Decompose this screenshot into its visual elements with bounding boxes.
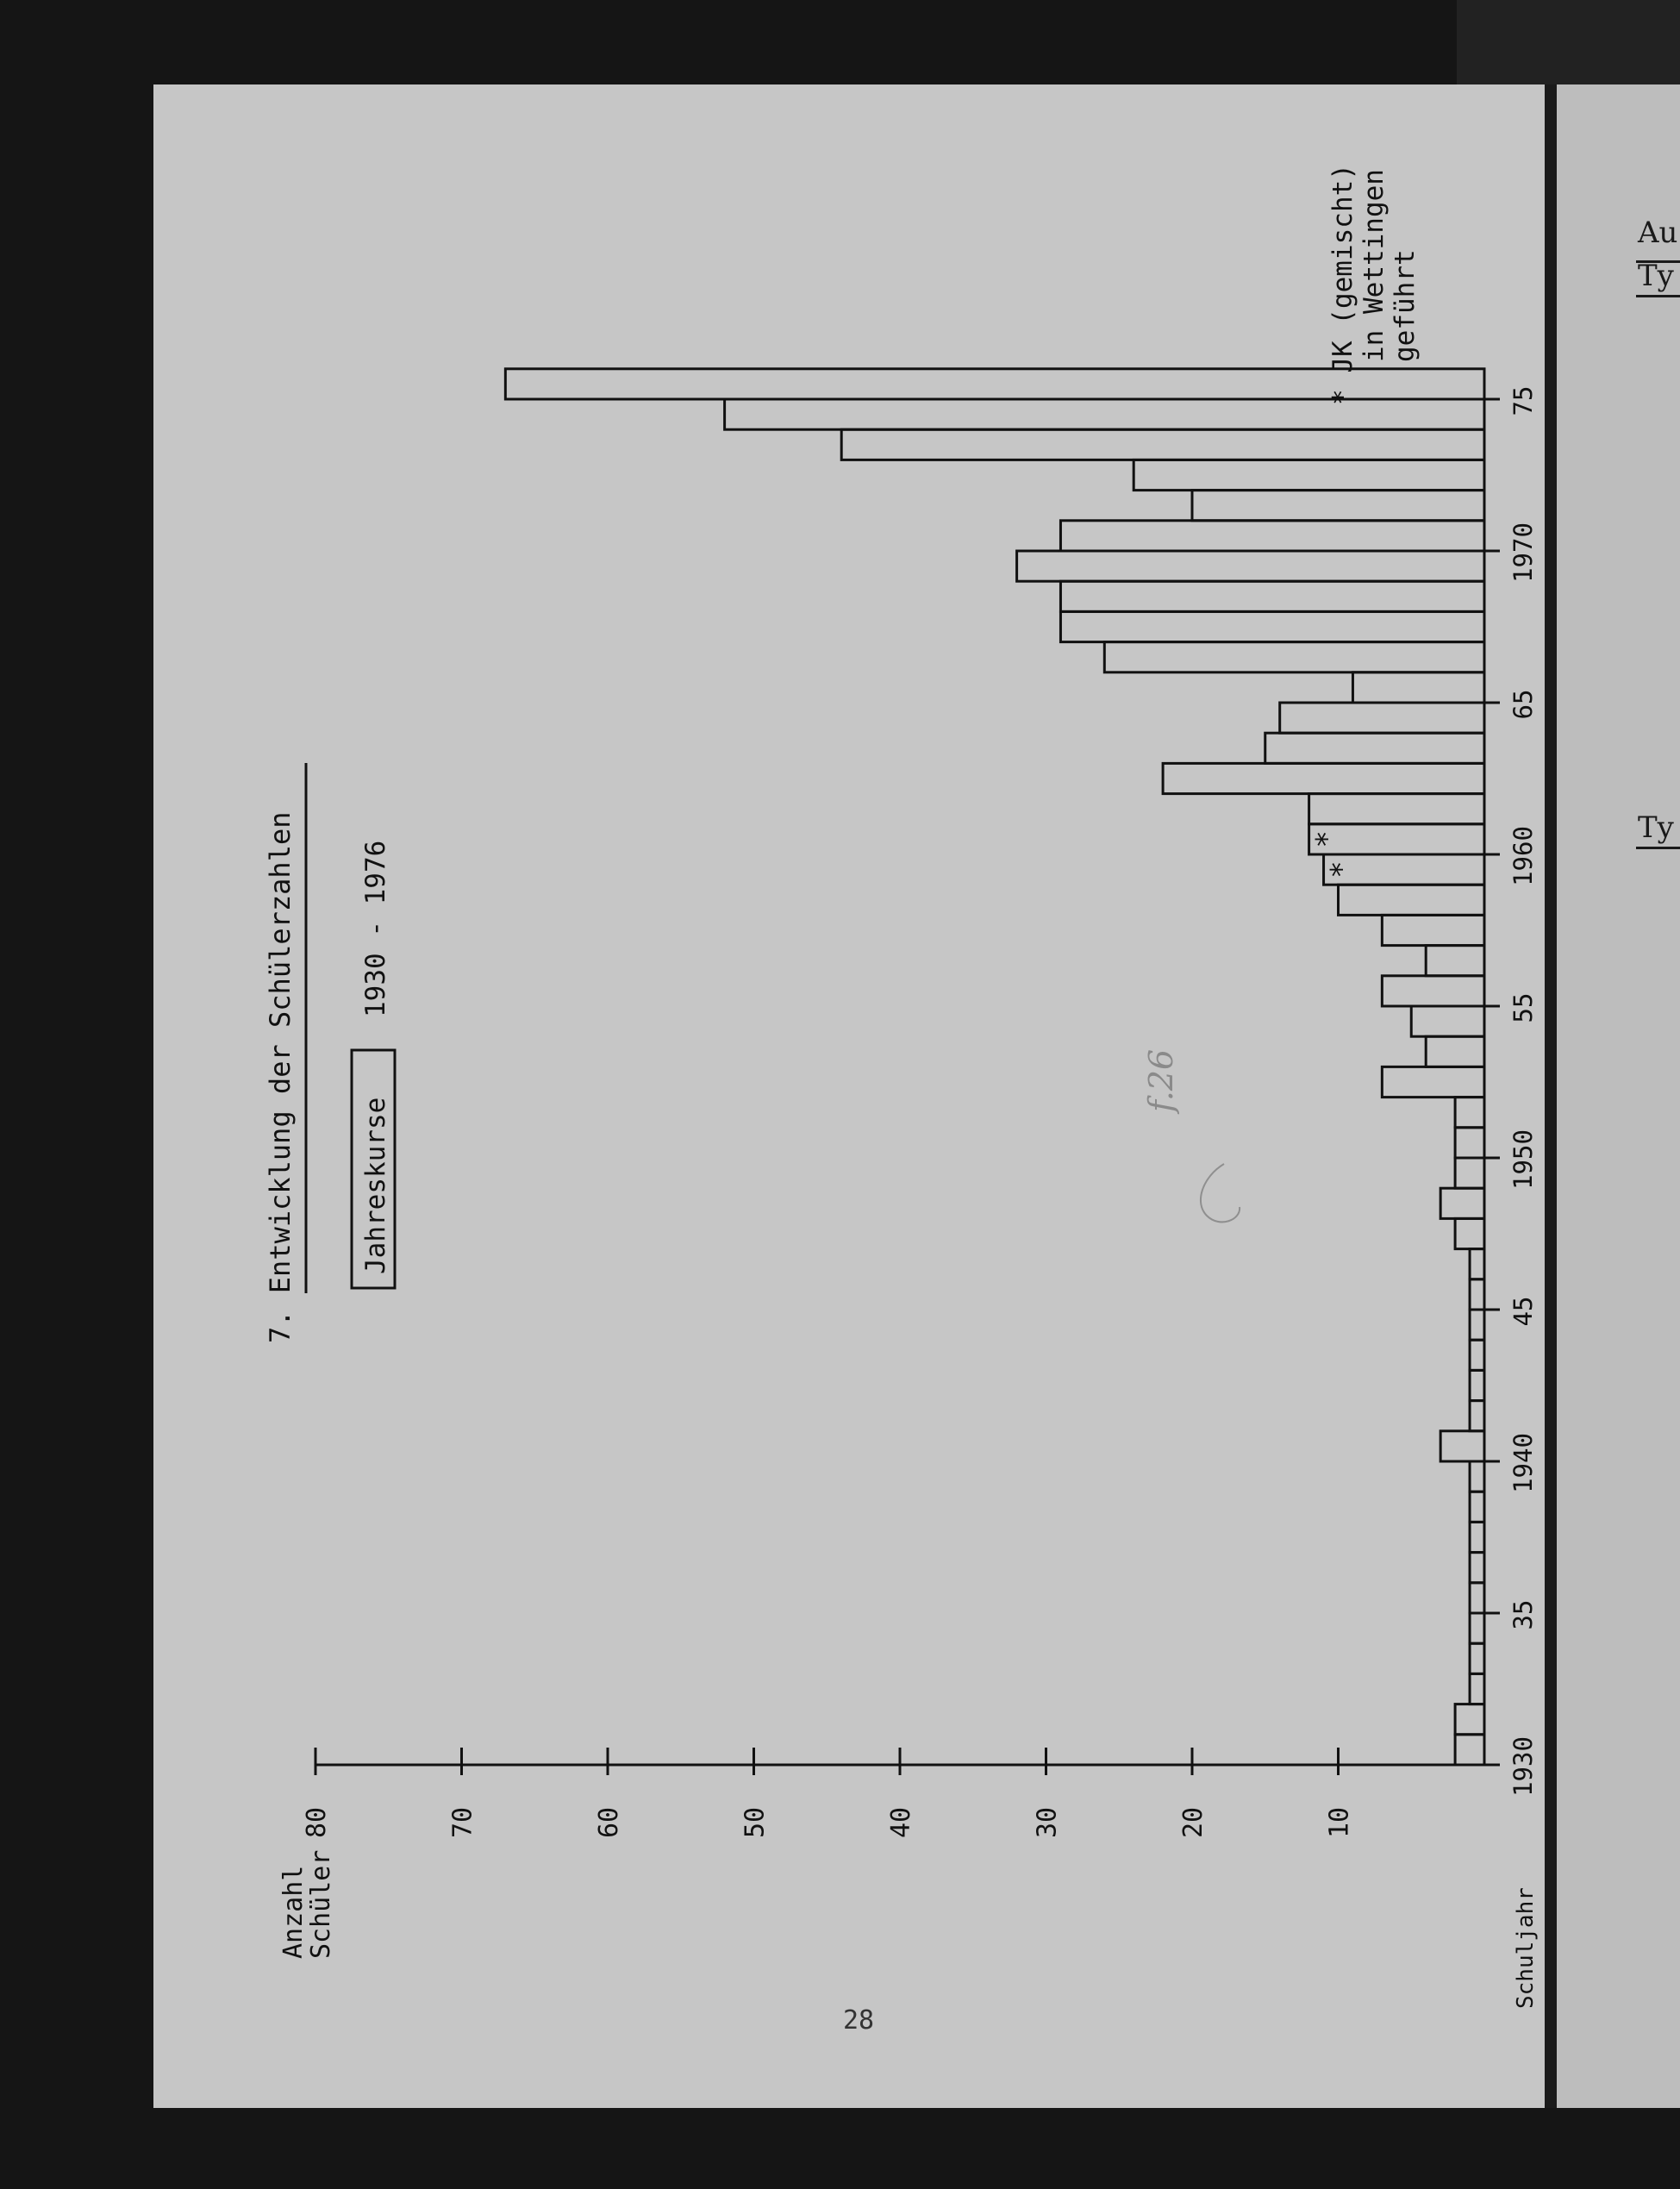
value-tick-label: 40 — [886, 1806, 916, 1838]
footnote-marker: * — [1324, 860, 1359, 879]
footnote-line-2: in Wettingen — [1358, 169, 1390, 362]
bar — [1265, 733, 1484, 763]
bar — [1470, 1370, 1484, 1400]
bar — [1470, 1583, 1484, 1613]
bar — [1192, 491, 1484, 521]
page-number: 28 — [843, 2005, 875, 2036]
value-tick-label: 80 — [302, 1806, 332, 1838]
bar — [1455, 1128, 1484, 1158]
bar — [1104, 642, 1484, 672]
bar — [1455, 1098, 1484, 1128]
bar — [1017, 551, 1484, 581]
year-tick-label: 1940 — [1508, 1433, 1538, 1493]
bar — [1411, 1006, 1484, 1036]
bar — [1060, 611, 1484, 641]
bar — [1470, 1492, 1484, 1522]
year-tick-label: 1970 — [1508, 522, 1538, 583]
chart-title: 7. Entwicklung der Schülerzahlen — [264, 811, 297, 1343]
right-page-fragment-1: Au — [1638, 216, 1678, 250]
bar — [1426, 946, 1484, 976]
bar — [1455, 1218, 1484, 1248]
bar — [725, 399, 1484, 429]
year-tick-label: 75 — [1508, 385, 1538, 416]
year-tick-label: 1960 — [1508, 826, 1538, 886]
bar — [1470, 1340, 1484, 1370]
value-tick-label: 30 — [1032, 1806, 1063, 1838]
right-page-fragment-2: Ty — [1638, 259, 1674, 293]
bar — [1163, 763, 1484, 793]
y-axis-label-line-1: Anzahl — [278, 1865, 309, 1959]
bar — [1382, 1066, 1484, 1097]
bar — [1060, 521, 1484, 551]
bar — [1470, 1522, 1484, 1552]
bar — [1426, 1036, 1484, 1066]
bar — [1470, 1401, 1484, 1431]
bar — [1382, 976, 1484, 1006]
footnote-marker: * — [1309, 830, 1345, 848]
bar — [1455, 1704, 1484, 1735]
y-axis-label-line-2: Schüler — [306, 1849, 336, 1959]
x-axis-label: Schuljahr — [1513, 1887, 1539, 2009]
footnote-line-1: * JK (gemischt) — [1327, 164, 1358, 405]
value-tick-label: 20 — [1178, 1806, 1208, 1838]
bar — [1470, 1279, 1484, 1310]
bar — [1470, 1673, 1484, 1704]
right-page-fragment-3: Ty — [1638, 810, 1674, 845]
bar — [1060, 581, 1484, 611]
bar — [1280, 703, 1484, 733]
bar — [841, 429, 1484, 460]
year-tick-label: 65 — [1508, 689, 1538, 720]
bar — [1440, 1188, 1484, 1218]
bar — [1470, 1310, 1484, 1340]
bar — [1470, 1249, 1484, 1279]
bar — [1470, 1461, 1484, 1492]
bar — [1470, 1643, 1484, 1673]
bar — [1455, 1158, 1484, 1188]
bar — [1382, 915, 1484, 945]
bar — [1134, 460, 1484, 490]
year-tick-label: 55 — [1508, 992, 1538, 1023]
chart-marks — [302, 369, 1538, 1838]
chart-subtitle-boxed: Jahreskurse — [360, 1097, 391, 1274]
year-tick-label: 1950 — [1508, 1129, 1538, 1190]
year-tick-label: 45 — [1508, 1296, 1538, 1327]
bar — [1339, 885, 1485, 915]
bar — [1455, 1735, 1484, 1765]
year-tick-label: 1930 — [1508, 1736, 1538, 1797]
footnote-line-3: geführt — [1390, 249, 1421, 362]
bar — [1470, 1613, 1484, 1643]
value-tick-label: 60 — [594, 1806, 624, 1838]
value-tick-label: 50 — [740, 1806, 771, 1838]
chart-subtitle-range: 1930 - 1976 — [360, 840, 391, 1017]
handwritten-note: f.26 — [1142, 1048, 1180, 1112]
bar — [1440, 1431, 1484, 1461]
value-tick-label: 10 — [1324, 1806, 1355, 1838]
bar — [1470, 1553, 1484, 1583]
bar — [1309, 794, 1484, 824]
bar — [1352, 672, 1484, 703]
pencil-squiggle — [1201, 1164, 1240, 1222]
value-tick-label: 70 — [447, 1806, 478, 1838]
year-tick-label: 35 — [1508, 1599, 1538, 1630]
